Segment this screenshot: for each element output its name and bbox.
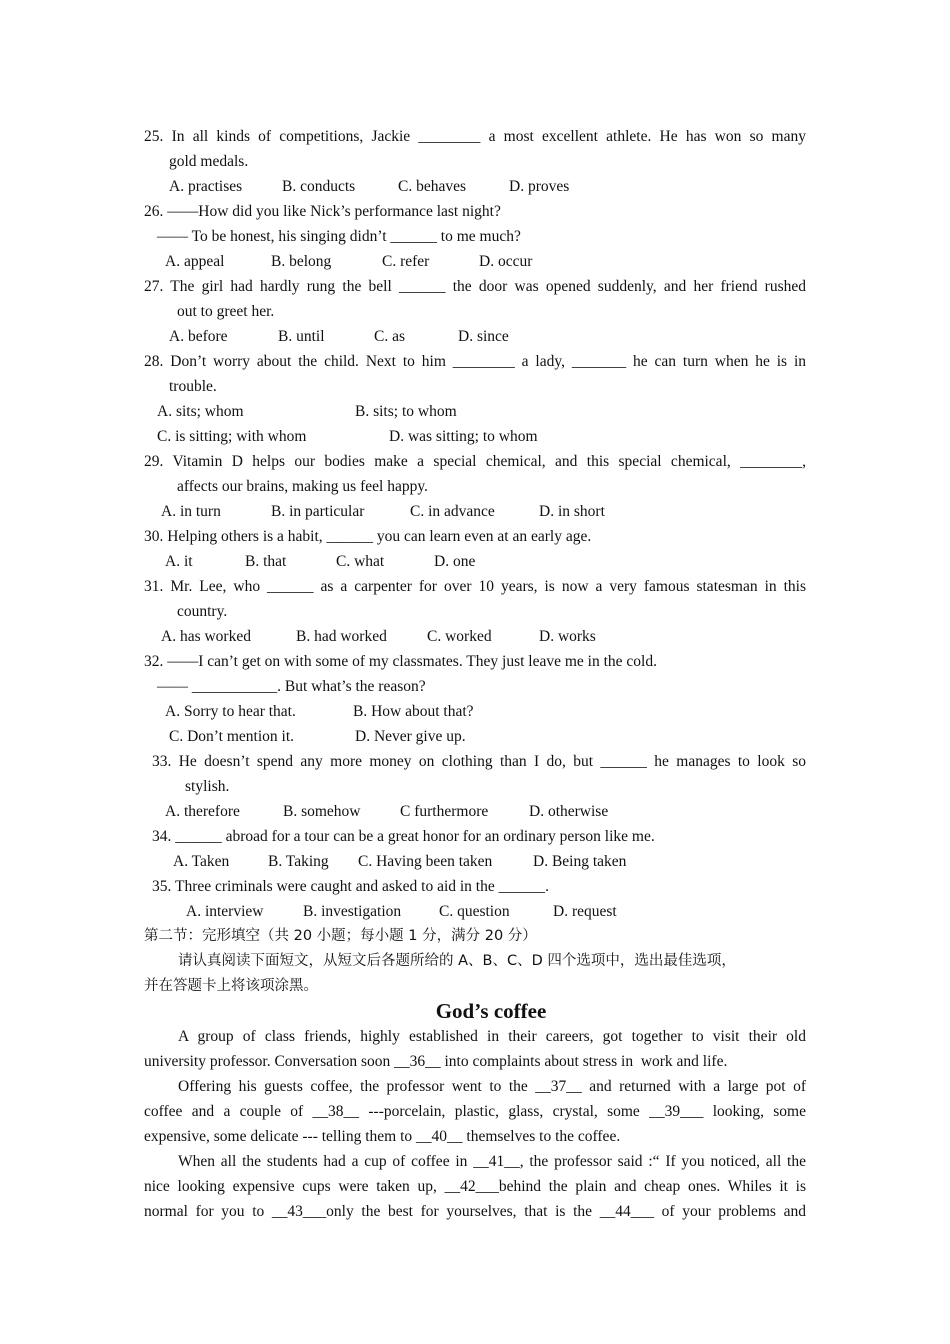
- question-32: [0, 649, 950, 674]
- option-c[interactable]: C. refer: [382, 253, 430, 270]
- option-d[interactable]: D. Being taken: [533, 853, 627, 870]
- passage-line: A group of class friends, highly established in their careers, got together to visit their old: [178, 1028, 806, 1045]
- question-stem: 32. ——I can’t get on with some of my classmates. They just leave me in the cold.: [144, 653, 657, 670]
- option-d[interactable]: D. Never give up.: [355, 728, 466, 745]
- option-b[interactable]: B. Taking: [268, 853, 329, 870]
- option-b[interactable]: B. How about that?: [353, 703, 474, 720]
- passage-line: When all the students had a cup of coffee in __41__, the professor said :“ If you noticed, all the: [178, 1153, 806, 1170]
- question-30: [0, 524, 950, 549]
- question-stem-cont: trouble.: [169, 378, 217, 395]
- section-heading: [0, 924, 950, 949]
- question-stem-cont: gold medals.: [169, 153, 249, 170]
- instructions-line: 并在答题卡上将该项涂黑。: [144, 978, 318, 994]
- option-d[interactable]: D. one: [434, 553, 476, 570]
- option-b[interactable]: B. belong: [271, 253, 332, 270]
- option-a[interactable]: A. sits; whom: [157, 403, 244, 420]
- option-d[interactable]: D. occur: [479, 253, 533, 270]
- option-c[interactable]: C. is sitting; with whom: [157, 428, 307, 445]
- option-d[interactable]: D. since: [458, 328, 509, 345]
- options-row: [0, 249, 950, 274]
- question-stem: 25. In all kinds of competitions, Jackie ________ a most excellent athlete. He has won so many: [144, 128, 806, 145]
- options-row: [0, 724, 950, 749]
- option-c[interactable]: C furthermore: [400, 803, 489, 820]
- question-28: [0, 349, 950, 374]
- passage-line: nice looking expensive cups were taken up, __42___behind the plain and cheap ones. Whiles it is: [144, 1178, 806, 1195]
- question-stem: 31. Mr. Lee, who ______ as a carpenter for over 10 years, is now a very famous statesman in this: [144, 578, 806, 595]
- passage-line: coffee and a couple of __38__ ---porcelain, plastic, glass, crystal, some __39___ looking, some: [144, 1103, 806, 1120]
- question-stem-cont: country.: [177, 603, 228, 620]
- passage-line: university professor. Conversation soon __36__ into complaints about stress in work and life.: [144, 1053, 728, 1070]
- section-instructions: [0, 949, 950, 974]
- option-a[interactable]: A. in turn: [161, 503, 221, 520]
- option-a[interactable]: A. interview: [186, 903, 264, 920]
- option-a[interactable]: A. Taken: [173, 853, 230, 870]
- instructions-line: 请认真阅读下面短文，从短文后各题所给的 A、B、C、D 四个选项中，选出最佳选项，: [178, 953, 736, 969]
- question-27: [0, 274, 950, 299]
- question-stem-cont: affects our brains, making us feel happy.: [177, 478, 428, 495]
- question-stem-cont: stylish.: [185, 778, 230, 795]
- question-stem: 29. Vitamin D helps our bodies make a special chemical, and this special chemical, ________,: [144, 453, 806, 470]
- option-d[interactable]: D. proves: [509, 178, 570, 195]
- option-a[interactable]: A. has worked: [161, 628, 251, 645]
- options-row: [0, 424, 950, 449]
- options-row: [0, 799, 950, 824]
- question-stem: 26. ——How did you like Nick’s performance last night?: [144, 203, 501, 220]
- options-row: [0, 624, 950, 649]
- options-row: [0, 899, 950, 924]
- options-row: [0, 399, 950, 424]
- option-b[interactable]: B. had worked: [296, 628, 387, 645]
- options-row: [0, 499, 950, 524]
- option-c[interactable]: C. behaves: [398, 178, 467, 195]
- option-b[interactable]: B. in particular: [271, 503, 365, 520]
- question-29: [0, 449, 950, 474]
- option-d[interactable]: D. in short: [539, 503, 605, 520]
- question-stem: 27. The girl had hardly rung the bell ______ the door was opened suddenly, and her friend rushed: [144, 278, 806, 295]
- option-b[interactable]: B. that: [245, 553, 287, 570]
- options-row: [0, 549, 950, 574]
- question-33: [0, 749, 950, 774]
- option-c[interactable]: C. what: [336, 553, 385, 570]
- option-a[interactable]: A. practises: [169, 178, 243, 195]
- option-c[interactable]: C. in advance: [410, 503, 495, 520]
- question-stem: 34. ______ abroad for a tour can be a great honor for an ordinary person like me.: [152, 828, 655, 845]
- option-c[interactable]: C. as: [374, 328, 405, 345]
- question-35: [0, 874, 950, 899]
- options-row: [0, 699, 950, 724]
- question-stem-cont: —— ___________. But what’s the reason?: [157, 678, 426, 695]
- option-d[interactable]: D. request: [553, 903, 617, 920]
- question-stem-cont: out to greet her.: [177, 303, 275, 320]
- question-25: [0, 124, 950, 149]
- question-26: [0, 199, 950, 224]
- question-stem-cont: —— To be honest, his singing didn’t ______ to me much?: [157, 228, 521, 245]
- option-c[interactable]: C. Don’t mention it.: [169, 728, 295, 745]
- option-b[interactable]: B. investigation: [303, 903, 402, 920]
- question-stem: 35. Three criminals were caught and asked to aid in the ______.: [152, 878, 549, 895]
- option-a[interactable]: A. appeal: [165, 253, 225, 270]
- option-a[interactable]: A. therefore: [165, 803, 240, 820]
- question-stem: 28. Don’t worry about the child. Next to him ________ a lady, _______ he can turn when he is in: [144, 353, 806, 370]
- question-stem: 33. He doesn’t spend any more money on clothing than I do, but ______ he manages to look so: [152, 753, 806, 770]
- option-b[interactable]: B. until: [278, 328, 325, 345]
- passage-title: God’s coffee: [435, 999, 547, 1023]
- option-d[interactable]: D. otherwise: [529, 803, 609, 820]
- option-a[interactable]: A. before: [169, 328, 228, 345]
- passage-line: Offering his guests coffee, the professor went to the __37__ and returned with a large pot of: [178, 1078, 806, 1095]
- option-d[interactable]: D. was sitting; to whom: [389, 428, 538, 445]
- option-c[interactable]: C. Having been taken: [358, 853, 493, 870]
- option-b[interactable]: B. sits; to whom: [355, 403, 457, 420]
- section-heading-text: 第二节：完形填空（共 20 小题；每小题 1 分，满分 20 分）: [144, 928, 537, 944]
- option-a[interactable]: A. Sorry to hear that.: [165, 703, 296, 720]
- option-a[interactable]: A. it: [165, 553, 193, 570]
- question-34: [0, 824, 950, 849]
- passage-line: expensive, some delicate --- telling them to __40__ themselves to the coffee.: [144, 1128, 621, 1145]
- option-b[interactable]: B. somehow: [283, 803, 361, 820]
- option-d[interactable]: D. works: [539, 628, 596, 645]
- option-c[interactable]: C. worked: [427, 628, 492, 645]
- option-c[interactable]: C. question: [439, 903, 510, 920]
- question-stem: 30. Helping others is a habit, ______ you can learn even at an early age.: [144, 528, 592, 545]
- options-row: [0, 849, 950, 874]
- passage-line: normal for you to __43___only the best for yourselves, that is the __44___ of your problems and: [144, 1203, 806, 1220]
- question-31: [0, 574, 950, 599]
- option-b[interactable]: B. conducts: [282, 178, 356, 195]
- exam-page: [0, 124, 950, 1224]
- options-row: [0, 324, 950, 349]
- options-row: [0, 174, 950, 199]
